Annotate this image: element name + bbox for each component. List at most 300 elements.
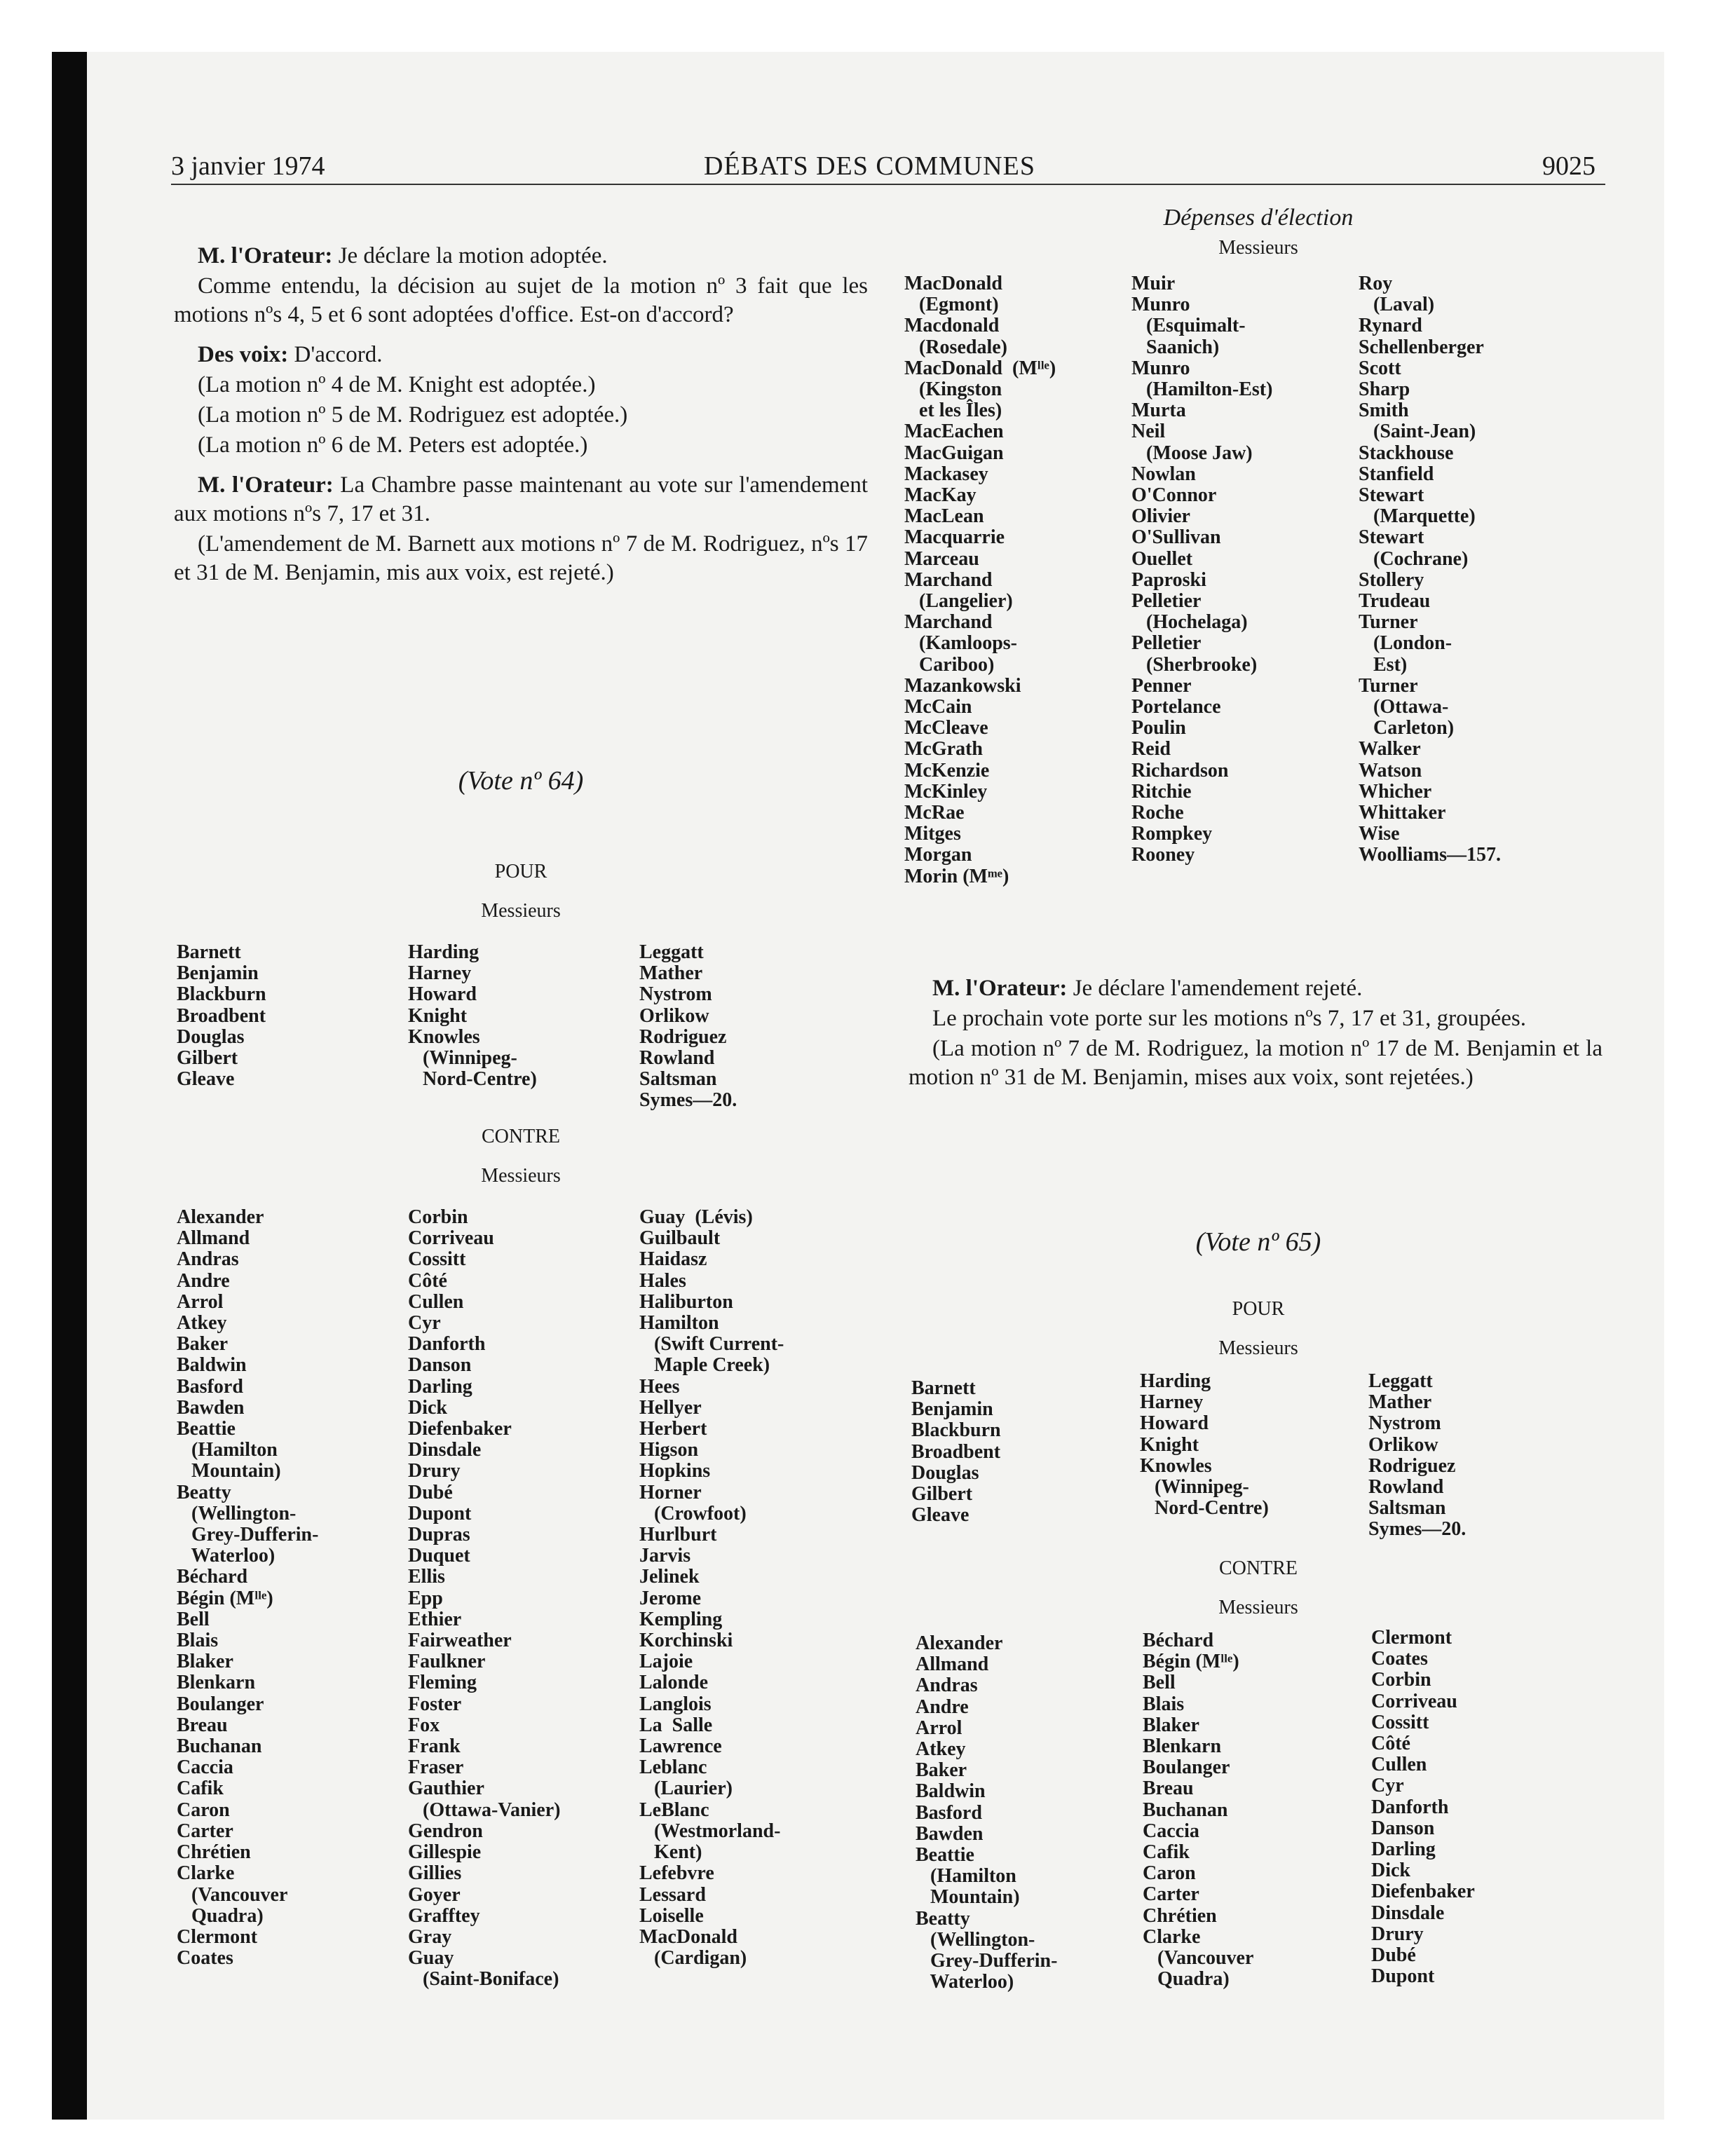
member-name: (Ottawa- <box>1359 696 1449 718</box>
member-name: (Vancouver <box>1143 1947 1254 1970</box>
member-name: Atkey <box>916 1738 966 1761</box>
member-name: Arrol <box>177 1290 224 1313</box>
member-name: Bawden <box>177 1396 245 1419</box>
member-name: Dinsdale <box>1371 1902 1445 1924</box>
member-name: Carleton) <box>1359 717 1455 739</box>
member-name: Clermont <box>177 1925 258 1948</box>
member-name: Caron <box>177 1799 230 1821</box>
voices-line: Des voix: D'accord. <box>198 342 383 367</box>
member-name: Gillespie <box>408 1841 482 1864</box>
vote-65-contre-col-3 <box>1371 1628 1475 1987</box>
vote-64-contre-heading: CONTRE <box>482 1126 560 1147</box>
member-name: Smith <box>1359 400 1409 422</box>
member-name: Fox <box>408 1714 440 1736</box>
member-name: Dick <box>408 1396 447 1419</box>
member-name: Mazankowski <box>904 674 1021 697</box>
member-name: Mackasey <box>904 463 988 485</box>
member-name: MacGuigan <box>904 442 1004 464</box>
member-name: Blackburn <box>911 1419 1001 1442</box>
member-name: Hamilton <box>639 1312 719 1335</box>
member-name: Grey-Dufferin- <box>177 1524 319 1546</box>
member-name: (Saint-Jean) <box>1359 421 1476 443</box>
vote-64-messieurs-pour: Messieurs <box>481 900 561 922</box>
member-name: Ritchie <box>1131 780 1192 803</box>
member-name: Roy <box>1359 273 1393 294</box>
vote-65-pour-col-1 <box>911 1378 1001 1526</box>
member-name: Fairweather <box>408 1630 512 1652</box>
member-name: Jerome <box>639 1587 702 1609</box>
member-name: Alexander <box>177 1206 264 1228</box>
member-name: (Cardigan) <box>639 1947 747 1970</box>
member-name: Bawden <box>916 1822 984 1845</box>
speaker-line-1: M. l'Orateur: Je déclare la motion adoptée. <box>198 243 608 268</box>
member-name: (Esquimalt- <box>1131 315 1246 337</box>
member-name: Sharp <box>1359 378 1410 401</box>
member-name: Lessard <box>639 1883 706 1906</box>
member-name: Korchinski <box>639 1630 733 1652</box>
member-name: (Sherbrooke) <box>1131 653 1258 676</box>
member-name: Nord-Centre) <box>408 1068 537 1091</box>
member-name: Leblanc <box>639 1756 707 1779</box>
member-name: Neil <box>1131 421 1166 443</box>
member-name: Ellis <box>408 1566 445 1588</box>
member-name: Benjamin <box>177 962 259 985</box>
paragraph-next-vote: Le prochain vote porte sur les motions nºs 7, 17 et 31, groupées. <box>932 1006 1526 1031</box>
member-name: Buchanan <box>1143 1799 1228 1821</box>
member-name: Howard <box>1140 1412 1209 1435</box>
member-name: Breau <box>177 1714 228 1736</box>
member-name: Allmand <box>916 1653 989 1676</box>
member-name: Quadra) <box>1143 1968 1230 1991</box>
member-name: Alexander <box>916 1632 1003 1654</box>
vote-64-contre-col-3 <box>639 1207 784 1969</box>
member-name: Cariboo) <box>904 653 995 676</box>
member-name: Goyer <box>408 1883 461 1906</box>
member-name: Bégin (Mˡˡᵉ) <box>177 1587 273 1609</box>
member-name: Cyr <box>408 1312 441 1335</box>
member-name: Cyr <box>1371 1775 1404 1797</box>
member-name: Bégin (Mˡˡᵉ) <box>1143 1651 1239 1673</box>
member-name: Nystrom <box>639 983 712 1006</box>
member-name: LeBlanc <box>639 1799 709 1821</box>
vote-65-pour-col-2 <box>1140 1371 1269 1519</box>
member-name: (Wellington- <box>177 1502 297 1524</box>
member-name: Corriveau <box>408 1227 494 1250</box>
member-name: Douglas <box>177 1025 245 1048</box>
member-name: Benjamin <box>911 1398 993 1421</box>
header-date: 3 janvier 1974 <box>171 151 325 181</box>
member-name: Waterloo) <box>916 1971 1014 1993</box>
member-name: Mitges <box>904 823 961 845</box>
member-name: Macquarrie <box>904 526 1005 549</box>
member-name: Blenkarn <box>177 1672 256 1694</box>
member-name: Beatty <box>177 1481 231 1503</box>
member-name: (Westmorland- <box>639 1820 781 1842</box>
member-name: Nowlan <box>1131 463 1196 485</box>
member-name: O'Sullivan <box>1131 526 1221 549</box>
vote-64-pour-col-1 <box>177 942 266 1090</box>
member-name: Rodriguez <box>1368 1454 1456 1477</box>
paragraph-motions: Comme entendu, la décision au sujet de la motion nº 3 fait que les motions nºs 4, 5 et 6 sont adoptées d'office. Est-on d'accord? <box>174 273 868 327</box>
member-name: Gleave <box>911 1504 969 1527</box>
member-name: Beattie <box>916 1844 974 1867</box>
member-name: Nystrom <box>1368 1412 1441 1435</box>
member-name: Morin (Mᵐᵉ) <box>904 865 1009 887</box>
member-name: Richardson <box>1131 759 1229 782</box>
member-name: (Cochrane) <box>1359 547 1469 570</box>
member-name: Faulkner <box>408 1651 486 1673</box>
member-name: Waterloo) <box>177 1545 275 1567</box>
member-name: MacKay <box>904 484 977 507</box>
member-name: Blaker <box>177 1651 233 1673</box>
member-name: Hurlburt <box>639 1524 717 1546</box>
member-name: MacEachen <box>904 421 1004 443</box>
right-contre-col-2 <box>1131 273 1272 866</box>
member-name: Harney <box>1140 1391 1204 1414</box>
member-name: Corbin <box>408 1206 468 1228</box>
member-name: Carter <box>177 1820 233 1842</box>
member-name: Duquet <box>408 1545 470 1567</box>
binding-edge <box>52 52 87 2120</box>
member-name: Marchand <box>904 568 993 591</box>
vote-64-contre-col-2 <box>408 1207 560 1991</box>
member-name: Atkey <box>177 1312 227 1335</box>
member-name: Basford <box>177 1375 243 1398</box>
member-name: (Langelier) <box>904 590 1013 613</box>
member-name: (Saint-Boniface) <box>408 1968 559 1991</box>
member-name: (Rosedale) <box>904 336 1007 358</box>
member-name: Danson <box>1371 1817 1435 1839</box>
member-name: Broadbent <box>177 1004 266 1027</box>
member-name: Marceau <box>904 547 979 570</box>
member-name: Clarke <box>1143 1925 1201 1948</box>
member-name: Morgan <box>904 844 972 866</box>
member-name: Paproski <box>1131 568 1206 591</box>
member-name: Kempling <box>639 1608 723 1630</box>
speaker-line-2: M. l'Orateur: La Chambre passe maintenant au vote sur l'amendement aux motions nºs 7, 17 et 31. <box>174 472 868 526</box>
member-name: Est) <box>1359 653 1408 676</box>
member-name: Mountain) <box>177 1460 281 1482</box>
member-name: Blenkarn <box>1143 1735 1222 1758</box>
member-name: Grey-Dufferin- <box>916 1950 1058 1972</box>
member-name: (Hochelaga) <box>1131 611 1248 634</box>
member-name: MacDonald <box>904 273 1002 294</box>
member-name: Knowles <box>1140 1454 1212 1477</box>
member-name: Stewart <box>1359 526 1424 549</box>
member-name: Harding <box>408 941 479 963</box>
member-name: Langlois <box>639 1693 712 1715</box>
header-rule <box>171 184 1605 185</box>
member-name: Baker <box>916 1759 967 1782</box>
member-name: Walker <box>1359 738 1421 760</box>
member-name: Fraser <box>408 1756 464 1779</box>
member-name: O'Connor <box>1131 484 1217 507</box>
member-name: MacDonald <box>639 1925 737 1948</box>
member-name: Murta <box>1131 400 1186 422</box>
member-name: Knight <box>1140 1433 1199 1456</box>
member-name: Nord-Centre) <box>1140 1497 1269 1520</box>
member-name: Saltsman <box>1368 1497 1446 1520</box>
member-name: Ethier <box>408 1608 462 1630</box>
member-name: Woolliams—157. <box>1359 844 1502 866</box>
vote-65-contre-col-2 <box>1143 1630 1253 1990</box>
member-name: Bell <box>177 1608 210 1630</box>
member-name: Carter <box>1143 1883 1199 1906</box>
member-name: Coates <box>1371 1648 1428 1670</box>
member-name: Kent) <box>639 1841 702 1864</box>
member-name: Rowland <box>1368 1476 1444 1499</box>
member-name: Knight <box>408 1004 468 1027</box>
member-name: Gleave <box>177 1068 235 1091</box>
left-proceedings <box>174 242 868 589</box>
vote-64-title: (Vote nº 64) <box>458 766 584 796</box>
member-name: Basford <box>916 1801 982 1824</box>
vote-64-messieurs-contre: Messieurs <box>481 1165 561 1187</box>
member-name: Haliburton <box>639 1290 733 1313</box>
member-name: Baker <box>177 1333 229 1356</box>
member-name: Danforth <box>1371 1796 1449 1818</box>
member-name: Andras <box>177 1248 239 1271</box>
vote-64-contre-col-1 <box>177 1207 318 1969</box>
member-name: Bell <box>1143 1672 1176 1694</box>
member-name: McRae <box>904 802 965 824</box>
member-name: Darling <box>1371 1838 1436 1861</box>
member-name: et les Îles) <box>904 400 1002 422</box>
member-name: (Wellington- <box>916 1928 1035 1951</box>
member-name: Guay <box>408 1947 454 1970</box>
member-name: Clermont <box>1371 1627 1452 1649</box>
member-name: Herbert <box>639 1418 707 1440</box>
member-name: Béchard <box>1143 1630 1214 1651</box>
member-name: Foster <box>408 1693 462 1715</box>
member-name: Jarvis <box>639 1545 691 1567</box>
member-name: Stewart <box>1359 484 1424 507</box>
right-contre-col-3 <box>1359 273 1501 866</box>
member-name: Caron <box>1143 1862 1196 1885</box>
member-name: Diefenbaker <box>408 1418 512 1440</box>
member-name: Leggatt <box>1368 1370 1433 1392</box>
member-name: Saltsman <box>639 1068 717 1091</box>
member-name: Cafik <box>1143 1841 1190 1864</box>
member-name: Corbin <box>1371 1669 1431 1691</box>
member-name: Guilbault <box>639 1227 721 1250</box>
vote-65-pour-heading: POUR <box>1232 1298 1285 1320</box>
member-name: Quadra) <box>177 1904 264 1927</box>
member-name: Orlikow <box>1368 1433 1438 1456</box>
member-name: Maple Creek) <box>639 1354 770 1377</box>
member-name: Beatty <box>916 1907 970 1930</box>
member-name: Lefebvre <box>639 1862 714 1885</box>
member-name: Rooney <box>1131 844 1195 866</box>
member-name: Leggatt <box>639 941 704 963</box>
member-name: Munro <box>1131 357 1190 379</box>
member-name: Harney <box>408 962 472 985</box>
member-name: Olivier <box>1131 505 1190 528</box>
member-name: Pelletier <box>1131 590 1202 613</box>
member-name: Caccia <box>1143 1820 1199 1842</box>
member-name: Stollery <box>1359 568 1424 591</box>
member-name: Côté <box>408 1269 447 1292</box>
member-name: Orlikow <box>639 1004 709 1027</box>
member-name: (Ottawa-Vanier) <box>408 1799 561 1821</box>
member-name: Whicher <box>1359 780 1432 803</box>
motions-rejected: (La motion nº 7 de M. Rodriguez, la motion nº 17 de M. Benjamin et la motion nº 31 de M. Benjamin, mises aux voix, sont rejetées.) <box>909 1036 1603 1090</box>
member-name: Andre <box>916 1696 969 1718</box>
member-name: Cossitt <box>408 1248 466 1271</box>
member-name: McGrath <box>904 738 983 760</box>
member-name: Beattie <box>177 1418 236 1440</box>
member-name: Fleming <box>408 1672 477 1694</box>
member-name: (Egmont) <box>904 294 999 316</box>
member-name: Rodriguez <box>639 1025 727 1048</box>
vote-64-pour-col-3 <box>639 942 737 1112</box>
member-name: Gray <box>408 1925 452 1948</box>
member-name: Andre <box>177 1269 230 1292</box>
member-name: Reid <box>1131 738 1171 760</box>
member-name: Loiselle <box>639 1904 704 1927</box>
vote-65-messieurs-contre: Messieurs <box>1218 1597 1298 1618</box>
member-name: Allmand <box>177 1227 250 1250</box>
member-name: (Kamloops- <box>904 632 1017 655</box>
member-name: Breau <box>1143 1778 1194 1800</box>
member-name: Penner <box>1131 674 1192 697</box>
member-name: (Crowfoot) <box>639 1502 747 1524</box>
member-name: Frank <box>408 1735 461 1758</box>
right-contre-col-1 <box>904 273 1056 887</box>
member-name: Boulanger <box>1143 1756 1230 1779</box>
member-name: Dupont <box>1371 1965 1435 1988</box>
member-name: Horner <box>639 1481 702 1503</box>
member-name: Darling <box>408 1375 472 1398</box>
member-name: Stanfield <box>1359 463 1434 485</box>
motion-4-line: (La motion nº 4 de M. Knight est adoptée.) <box>198 372 596 397</box>
member-name: Ouellet <box>1131 547 1193 570</box>
right-messieurs: Messieurs <box>1218 237 1298 259</box>
member-name: Diefenbaker <box>1371 1881 1475 1903</box>
member-name: Barnett <box>177 941 241 963</box>
member-name: (Hamilton <box>177 1439 278 1461</box>
member-name: Blais <box>177 1630 219 1652</box>
member-name: Cullen <box>1371 1754 1427 1776</box>
member-name: Gillies <box>408 1862 462 1885</box>
member-name: Dubé <box>1371 1944 1416 1967</box>
member-name: Jelinek <box>639 1566 700 1588</box>
member-name: Turner <box>1359 611 1418 634</box>
member-name: La Salle <box>639 1714 713 1736</box>
member-name: Gilbert <box>911 1483 973 1506</box>
member-name: Baldwin <box>177 1354 247 1377</box>
member-name: Symes—20. <box>639 1089 737 1112</box>
member-name: Cullen <box>408 1290 464 1313</box>
member-name: Turner <box>1359 674 1418 697</box>
member-name: (Kingston <box>904 378 1002 401</box>
motion-5-line: (La motion nº 5 de M. Rodriguez est adoptée.) <box>198 402 628 428</box>
member-name: McCleave <box>904 717 988 739</box>
member-name: Roche <box>1131 802 1184 824</box>
member-name: Rowland <box>639 1047 715 1070</box>
member-name: Lajoie <box>639 1651 693 1673</box>
member-name: Hales <box>639 1269 686 1292</box>
member-name: (Hamilton-Est) <box>1131 378 1273 401</box>
member-name: Dupont <box>408 1502 472 1524</box>
member-name: Dubé <box>408 1481 453 1503</box>
member-name: Baldwin <box>916 1780 986 1803</box>
member-name: (Hamilton <box>916 1865 1016 1888</box>
member-name: Muir <box>1131 273 1176 294</box>
member-name: MacDonald (Mˡˡᵉ) <box>904 357 1056 379</box>
member-name: Caccia <box>177 1756 233 1779</box>
motion-6-line: (La motion nº 6 de M. Peters est adoptée.) <box>198 432 588 458</box>
member-name: (Winnipeg- <box>408 1047 517 1070</box>
member-name: (London- <box>1359 632 1452 655</box>
member-name: (Laurier) <box>639 1778 733 1800</box>
member-name: Lawrence <box>639 1735 722 1758</box>
vote-65-contre-heading: CONTRE <box>1219 1557 1298 1579</box>
member-name: Knowles <box>408 1025 480 1048</box>
vote-65-contre-col-1 <box>916 1633 1057 1993</box>
member-name: Mountain) <box>916 1886 1020 1909</box>
member-name: Hellyer <box>639 1396 702 1419</box>
member-name: Côté <box>1371 1733 1410 1755</box>
member-name: Harding <box>1140 1370 1211 1392</box>
member-name: Dinsdale <box>408 1439 482 1461</box>
amendment-result: (L'amendement de M. Barnett aux motions nº 7 de M. Rodriguez, nºs 17 et 31 de M. Benjamin, mis aux voix, est rejeté.) <box>174 531 868 585</box>
member-name: Gendron <box>408 1820 483 1842</box>
member-name: Scott <box>1359 357 1401 379</box>
member-name: Buchanan <box>177 1735 262 1758</box>
member-name: Hees <box>639 1375 680 1398</box>
member-name: Broadbent <box>911 1440 1001 1463</box>
member-name: Béchard <box>177 1566 248 1588</box>
member-name: Boulanger <box>177 1693 264 1715</box>
member-name: (Winnipeg- <box>1140 1476 1249 1499</box>
member-name: Drury <box>408 1460 461 1482</box>
member-name: Blackburn <box>177 983 266 1006</box>
member-name: Danforth <box>408 1333 486 1356</box>
member-name: Guay (Lévis) <box>639 1206 753 1228</box>
member-name: (Moose Jaw) <box>1131 442 1253 464</box>
member-name: Lalonde <box>639 1672 709 1694</box>
member-name: McKenzie <box>904 759 990 782</box>
vote-64-pour-heading: POUR <box>494 861 547 882</box>
member-name: Blaker <box>1143 1714 1199 1736</box>
member-name: Mather <box>639 962 703 985</box>
member-name: (Vancouver <box>177 1883 288 1906</box>
member-name: Poulin <box>1131 717 1186 739</box>
member-name: Portelance <box>1131 696 1221 718</box>
member-name: Macdonald <box>904 315 1000 337</box>
member-name: Rompkey <box>1131 823 1213 845</box>
running-title: Dépenses d'élection <box>1163 205 1354 231</box>
member-name: Chrétien <box>1143 1904 1217 1927</box>
member-name: (Laval) <box>1359 294 1435 316</box>
header-title: DÉBATS DES COMMUNES <box>704 151 1035 181</box>
member-name: Gauthier <box>408 1778 484 1800</box>
member-name: Wise <box>1359 823 1400 845</box>
member-name: Barnett <box>911 1377 976 1399</box>
member-name: Dupras <box>408 1524 470 1546</box>
member-name: Cossitt <box>1371 1711 1429 1733</box>
member-name: Andras <box>916 1674 978 1697</box>
member-name: MacLean <box>904 505 984 528</box>
member-name: Munro <box>1131 294 1190 316</box>
vote-64-pour-col-2 <box>408 942 537 1090</box>
member-name: Gilbert <box>177 1047 238 1070</box>
vote-65-messieurs-pour: Messieurs <box>1218 1337 1298 1359</box>
member-name: McKinley <box>904 780 988 803</box>
member-name: Clarke <box>177 1862 235 1885</box>
member-name: Drury <box>1371 1923 1424 1945</box>
